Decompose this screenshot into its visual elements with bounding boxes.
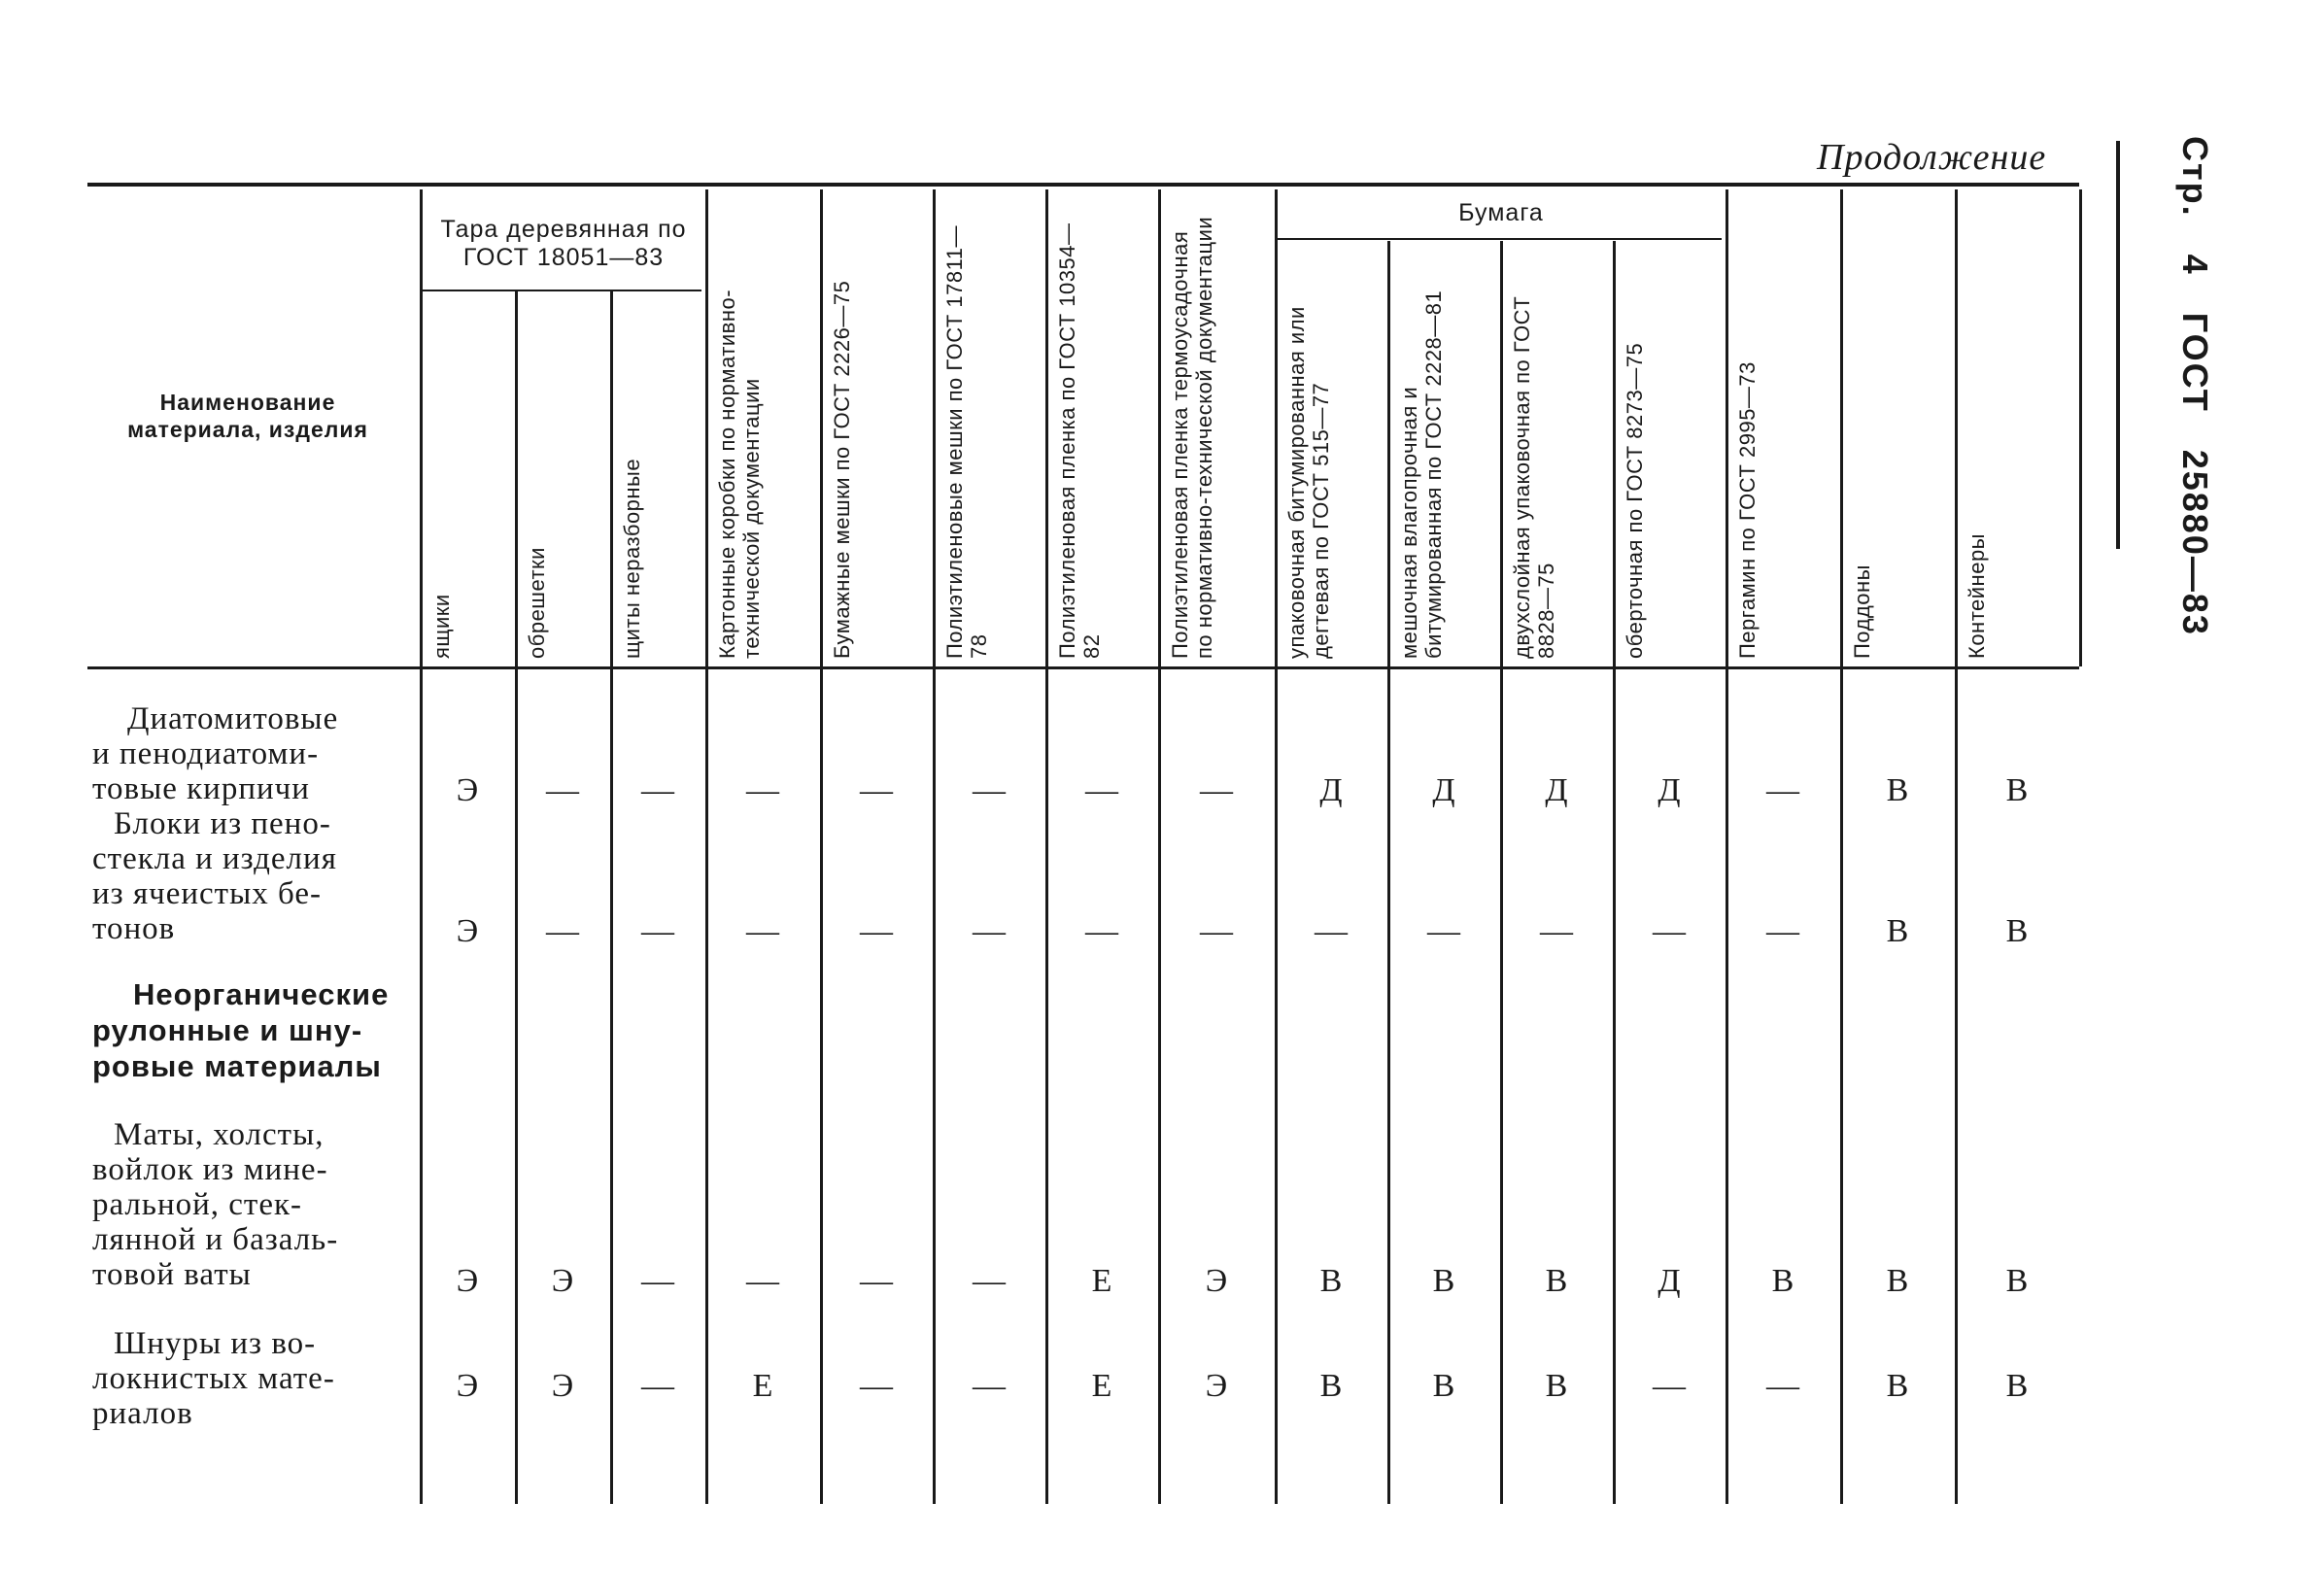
row-name-line: Шнуры из во-: [114, 1326, 317, 1361]
row-name-line: риалов: [92, 1396, 193, 1431]
row-name-line: Блоки из пено-: [114, 806, 331, 841]
table-cell: В: [2005, 1368, 2029, 1404]
table-cell: Э: [456, 1368, 479, 1404]
table-cell: —: [546, 913, 579, 949]
row-name: [92, 806, 413, 946]
table-cell: —: [973, 1368, 1006, 1404]
column-header: [830, 194, 929, 659]
row-name-line: товой ваты: [92, 1257, 252, 1292]
table-cell: —: [746, 772, 779, 808]
table-top-rule: [87, 183, 2079, 187]
column-header-label: Полиэтиленовая пленка термоусадочная по нормативно-технической документации: [1168, 216, 1216, 659]
row-name-line: локнистых мате-: [92, 1361, 335, 1396]
table-cell: В: [1319, 1368, 1343, 1404]
row-name-line: рулонные и шну-: [92, 1013, 363, 1047]
column-header: [942, 194, 1042, 659]
paper-group-header: Бумага: [1458, 199, 1544, 226]
column-header-label: ящики: [429, 594, 454, 659]
table-cell: —: [641, 1368, 674, 1404]
table-cell: В: [1771, 1263, 1794, 1299]
column-header-label: Контейнеры: [1965, 533, 1989, 659]
section-heading: [92, 976, 413, 1084]
row-name-line: стекла и изделия: [92, 841, 337, 876]
row-name-line: ровые материалы: [92, 1049, 382, 1083]
wood-group-rule: [420, 290, 701, 291]
table-cell: Э: [1205, 1263, 1228, 1299]
table-cell: —: [1766, 1368, 1799, 1404]
table-cell: —: [973, 772, 1006, 808]
row-name-line: Диатомитовые: [127, 701, 339, 736]
column-header: [1623, 248, 1722, 659]
table-cell: Д: [1432, 772, 1455, 808]
table-cell: —: [641, 913, 674, 949]
table-cell: В: [1432, 1368, 1455, 1404]
table-cell: —: [1085, 913, 1118, 949]
wood-group-header: Тара деревянная по ГОСТ 18051—83: [440, 216, 687, 271]
column-header: [1168, 194, 1271, 659]
table-cell: В: [1886, 772, 1909, 808]
column-divider: [1500, 241, 1503, 1504]
table-cell: В: [1432, 1263, 1455, 1299]
table-cell: —: [546, 772, 579, 808]
row-name: [92, 1326, 413, 1431]
side-rule: [2116, 141, 2120, 549]
column-header-label: оберточная по ГОСТ 8273—75: [1623, 342, 1647, 659]
table-cell: Э: [1205, 1368, 1228, 1404]
column-header: [1965, 194, 2075, 659]
column-divider: [610, 291, 613, 1504]
table-cell: Д: [1319, 772, 1343, 808]
table-cell: Э: [456, 913, 479, 949]
row-name-line: ральной, стек-: [92, 1187, 303, 1222]
row-name-line: Маты, холсты,: [114, 1117, 325, 1152]
table-cell: Э: [551, 1263, 574, 1299]
column-header-label: Поддоны: [1850, 564, 1874, 659]
row-name-line: и пенодиатоми-: [92, 736, 320, 771]
column-header-label: упаковочная битумированная или дегтевая по ГОСТ 515—77: [1284, 306, 1333, 659]
column-header: [1055, 194, 1154, 659]
table-cell: Э: [456, 1263, 479, 1299]
column-header-label: Полиэтиленовая пленка по ГОСТ 10354—82: [1055, 222, 1104, 659]
table-cell: —: [1540, 913, 1573, 949]
column-divider: [705, 189, 708, 1504]
side-standard: ГОСТ: [2175, 312, 2215, 413]
table-cell: Д: [1658, 772, 1681, 808]
table-cell: —: [860, 1263, 893, 1299]
table-cell: —: [1085, 772, 1118, 808]
column-header-label: Пергамин по ГОСТ 2995—73: [1735, 361, 1760, 659]
table-cell: В: [1319, 1263, 1343, 1299]
column-header: [620, 301, 701, 659]
table-cell: —: [746, 913, 779, 949]
column-header: [1284, 248, 1384, 659]
table-cell: Е: [1091, 1263, 1112, 1299]
column-header-label: Полиэтиленовые мешки по ГОСТ 17811—78: [942, 225, 991, 659]
column-divider: [1045, 189, 1048, 1504]
table-cell: В: [2005, 1263, 2029, 1299]
column-header-label: двухслойная упаковочная по ГОСТ 8828—75: [1510, 295, 1558, 659]
name-column-header: Наименование материала, изделия: [127, 390, 368, 442]
side-page-label: Стр.: [2175, 136, 2215, 218]
table-cell: Д: [1658, 1263, 1681, 1299]
table-cell: В: [1886, 1368, 1909, 1404]
table-cell: —: [1653, 1368, 1686, 1404]
column-divider: [1158, 189, 1161, 1504]
row-name-line: товые кирпичи: [92, 771, 310, 806]
table-cell: —: [1766, 913, 1799, 949]
table-cell: —: [1653, 913, 1686, 949]
table-cell: Д: [1545, 772, 1568, 808]
table-cell: В: [1886, 913, 1909, 949]
column-divider: [820, 189, 823, 1504]
column-divider: [1275, 189, 1278, 1504]
column-header-label: мешочная влагопрочная и битумированная по ГОСТ 2228—81: [1397, 290, 1446, 659]
side-standard-number: 25880—83: [2175, 449, 2215, 636]
table-cell: В: [2005, 772, 2029, 808]
column-header: [715, 194, 816, 659]
table-cell: В: [1545, 1263, 1568, 1299]
table-cell: —: [641, 1263, 674, 1299]
table-cell: —: [1427, 913, 1460, 949]
column-divider: [1840, 189, 1843, 1504]
column-divider: [420, 189, 423, 1504]
table-cell: В: [1886, 1263, 1909, 1299]
column-header: [1510, 248, 1609, 659]
row-name-line: войлок из мине-: [92, 1152, 328, 1187]
table-cell: —: [1766, 772, 1799, 808]
table-cell: В: [1545, 1368, 1568, 1404]
table-cell: —: [860, 1368, 893, 1404]
continuation-label: Продолжение: [1817, 137, 2047, 178]
row-name: [92, 701, 413, 806]
column-header-label: Бумажные мешки по ГОСТ 2226—75: [830, 280, 854, 659]
column-divider: [1726, 189, 1728, 1504]
table-cell: —: [973, 913, 1006, 949]
table-cell: Э: [551, 1368, 574, 1404]
table-cell: —: [860, 913, 893, 949]
side-page-number: 4: [2175, 254, 2215, 276]
header-bottom-rule: [87, 666, 2079, 669]
table-cell: —: [973, 1263, 1006, 1299]
column-header: [429, 301, 511, 659]
column-divider: [515, 291, 518, 1504]
table-cell: —: [1200, 772, 1233, 808]
row-name-line: тонов: [92, 911, 176, 946]
column-divider: [1387, 241, 1390, 1504]
column-header-label: Картонные коробки по нормативно-технической документации: [715, 289, 764, 659]
side-header: [2169, 136, 2215, 636]
column-divider: [933, 189, 936, 1504]
table-cell: В: [2005, 913, 2029, 949]
table-cell: Е: [752, 1368, 773, 1404]
paper-group-rule: [1275, 238, 1722, 240]
table-cell: Е: [1091, 1368, 1112, 1404]
column-header: [1397, 248, 1496, 659]
table-cell: —: [1315, 913, 1348, 949]
table-cell: —: [641, 772, 674, 808]
row-name: [92, 1117, 413, 1292]
table-cell: —: [1200, 913, 1233, 949]
row-name-line: Неорганические: [133, 977, 390, 1011]
table-cell: —: [860, 772, 893, 808]
column-header: [1735, 194, 1836, 659]
column-divider: [2079, 189, 2082, 666]
table-cell: —: [746, 1263, 779, 1299]
row-name-line: из ячеистых бе-: [92, 876, 323, 911]
column-header: [1850, 194, 1951, 659]
row-name-line: лянной и базаль-: [92, 1222, 339, 1257]
column-header: [525, 301, 606, 659]
column-header-label: щиты неразборные: [620, 458, 644, 659]
table-cell: Э: [456, 772, 479, 808]
column-header-label: обрешетки: [525, 547, 549, 659]
column-divider: [1613, 241, 1616, 1504]
column-divider: [1955, 189, 1958, 1504]
